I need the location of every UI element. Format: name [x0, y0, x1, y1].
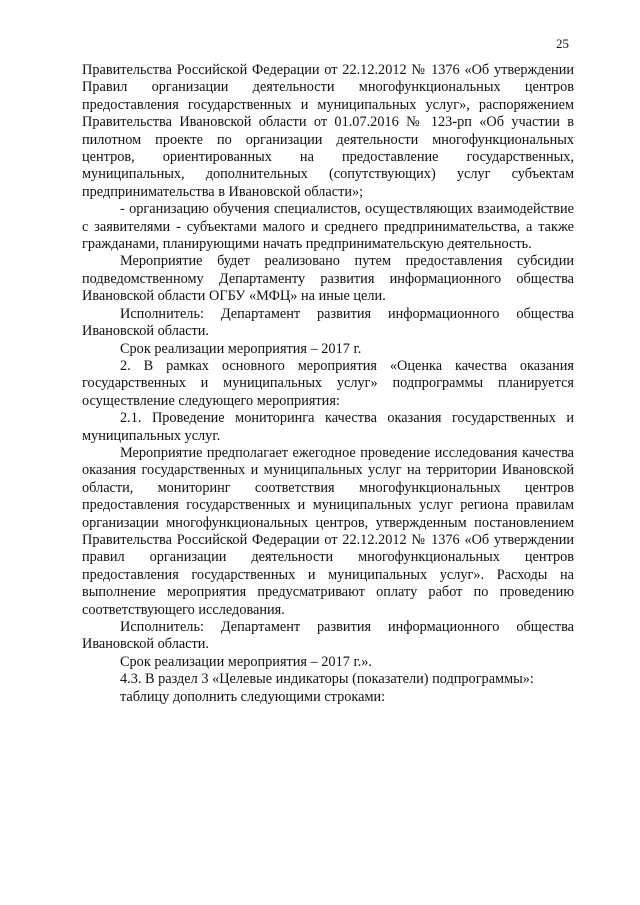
paragraph-subsidy: Мероприятие будет реализовано путем предоставления субсидии подведомственному Департаменту развития информационного общества Ивановской области ОГБУ «МФЦ» на иные цели. [82, 253, 574, 305]
paragraph-term-1: Срок реализации мероприятия – 2017 г. [120, 340, 362, 357]
paragraph-item-2-1: 2.1. Проведение мониторинга качества оказания государственных и муниципальных услуг. [82, 410, 574, 444]
paragraph-term-2: Срок реализации мероприятия – 2017 г.». [120, 653, 373, 670]
paragraph-item-2: 2. В рамках основного мероприятия «Оценка качества оказания государственных и муниципальных услуг» подпрограммы планируется осуществление следующего мероприятия: [82, 357, 574, 409]
paragraph-executor-2: Исполнитель: Департамент развития информационного общества Ивановской области. [82, 619, 574, 653]
paragraph-executor-1: Исполнитель: Департамент развития информационного общества Ивановской области. [82, 305, 574, 340]
document-body [82, 62, 574, 706]
paragraph-monitoring: Мероприятие предполагает ежегодное проведение исследования качества оказания государственных и муниципальных услуг на территории Ивановской области, мониторинг соответствия многофункциональных центров предоставления государственных и муниципальных услуг региона правилам организации многофункциональных центров, утвержденным постановлением Правительства Российской Федерации от 22.12.2012 № 1376 «Об утверждении правил организации деятельности многофункциональных центров предоставления государственных и муниципальных услуг». Расходы на выполнение мероприятия предусматривают оплату работ по проведению соответствующего исследования. [82, 444, 574, 618]
paragraph-section-4-3: 4.3. В раздел 3 «Целевые индикаторы (показатели) подпрограммы»: [120, 671, 534, 688]
paragraph-table-addition: таблицу дополнить следующими строками: [120, 688, 386, 705]
paragraph-legal-basis: Правительства Российской Федерации от 22.12.2012 № 1376 «Об утверждении Правил организации деятельности многофункциональных центров предоставления государственных и муниципальных услуг», распоряжением Правительства Ивановской области от 01.07.2016 № 123-рп «Об участии в пилотном проекте по организации деятельности многофункциональных центров, ориентированных на предоставление государственных, муниципальных, дополнительных (сопутствующих) услуг субъектам предпринимательства в Ивановской области»; [82, 62, 574, 200]
page-number: 25 [556, 36, 569, 51]
paragraph-training: - организацию обучения специалистов, осуществляющих взаимодействие с заявителями - субъектами малого и среднего предпринимательства, а также гражданами, планирующими начать предпринимательскую деятельность. [82, 201, 574, 253]
